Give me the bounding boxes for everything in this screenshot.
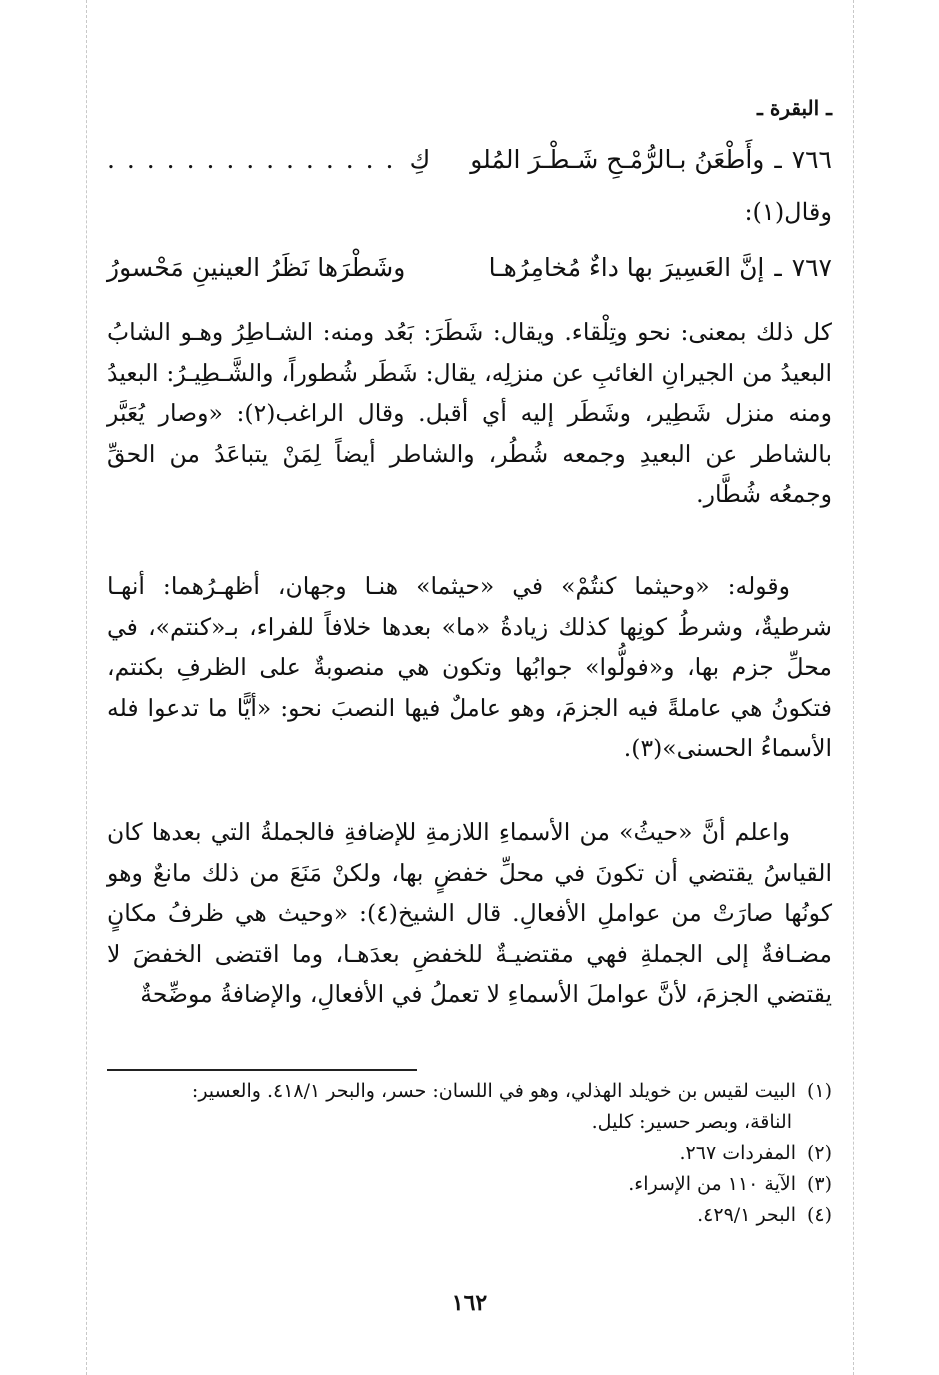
verse-dash: ـ [774, 145, 782, 174]
running-header: ـ البقرة ـ [757, 96, 832, 120]
footnote-text: المفردات ٢٦٧. [679, 1142, 796, 1164]
paragraph-text: كل ذلك بمعنى: نحو وتِلْقاء. ويقال: شَطَرَ: بَعُد ومنه: الشـاطِرُ وهـو الشابُ البعيدُ من الجيرانِ الغائبِ عن منزلِه، يقال: شَطَر شُطوراً، والشَّـطِيـرُ: البعيدُ ومنه منزل شَطِير، وشَطَر إليه أي أقبل. وقال الراغب(٢): «وصار يُعَبَّر بالشاطر عن البعيدِ وجمعه شُطُر، والشاطر أيضاً لِمَنْ يتباعَدُ من الحقِّ وجمعُه شُطَّار. [107, 318, 832, 508]
verse-dash: ـ [774, 253, 782, 282]
verse-767 [107, 248, 832, 288]
footnote-text: الآية ١١٠ من الإسراء. [628, 1173, 796, 1195]
said-line: وقال(١): [744, 198, 832, 226]
verse-hemistich-second: كِ [409, 145, 431, 174]
footnote-continuation: الناقة، وبصر حسير: كليل. [591, 1111, 792, 1133]
footnote-4 [107, 1200, 832, 1231]
verse-766 [107, 140, 832, 180]
footnotes [107, 1076, 832, 1231]
paragraph-text: وقوله: «وحيثما كنتُمْ» في «حيثما» هنـا وجهان، أظهـرُهما: أنهـا شرطيةٌ، وشرطُ كونِها كذلك زيادةُ «ما» بعدها خلافاً للفراء، بـ«كنتم»، في محلِّ جزم بها، و«فولُّوا» جوابُها وتكون هي منصوبةٌ على الظرفِ بكنتم، فتكونُ هي عاملةً فيه الجزمَ، وهو عاملٌ فيها النصبَ نحو: «أيًّا ما تدعوا فله الأسماءُ الحسنى»(٣). [107, 572, 832, 762]
footnote-number: (٤) [806, 1204, 832, 1226]
footnote-2 [107, 1138, 832, 1169]
verse-ellipsis: . . . . . . . . . . . . . . . [107, 145, 396, 174]
footnote-3 [107, 1169, 832, 1200]
paragraph-2 [107, 566, 832, 769]
footnote-1 [107, 1076, 832, 1138]
footnote-text: البيت لقيس بن خويلد الهذلي، وهو في اللسان: حسر، والبحر ٤١٨/١. والعسير: [191, 1080, 796, 1102]
page-number: ١٦٢ [451, 1290, 488, 1316]
verse-hemistich-first: إنَّ العَسِيرَ بها داءٌ مُخامِرُهـا [488, 253, 765, 282]
footnote-number: (١) [806, 1080, 832, 1102]
paragraph-3 [107, 812, 832, 1015]
footnote-separator [107, 1069, 417, 1071]
verse-number: ٧٦٦ [791, 145, 832, 174]
footnote-number: (٢) [806, 1142, 832, 1164]
footnote-text: البحر ٤٢٩/١. [697, 1204, 796, 1226]
footnote-number: (٣) [806, 1173, 832, 1195]
verse-hemistich-second: وشَطْرَها نَظَرُ العينينِ مَحْسورُ [107, 253, 406, 282]
paragraph-text: واعلم أنَّ «حيثُ» من الأسماءِ اللازمةِ للإضافةِ فالجملةُ التي بعدها كان القياسُ يقتضي أن تكونَ في محلِّ خفضٍ بها، ولكنْ مَنَعَ من ذلك مانعٌ وهو كونُها صارَتْ من عواملِ الأفعالِ. قال الشيخ(٤): «وحيث هي ظرفُ مكانٍ مضـافةٌ إلى الجملةِ فهي مقتضيـةٌ للخفضِ بعدَهـا، وما اقتضى الخفضَ لا يقتضي الجزمَ، لأنَّ عواملَ الأسماءِ لا تعملُ في الأفعالِ، والإضافةُ موضِّحةٌ [107, 818, 833, 1008]
verse-number: ٧٦٧ [791, 253, 832, 282]
paragraph-1 [107, 312, 832, 515]
verse-hemistich-first: وأَطْعَنُ بـالرُّمْـحِ شَـطْـرَ المُلو [470, 145, 765, 174]
